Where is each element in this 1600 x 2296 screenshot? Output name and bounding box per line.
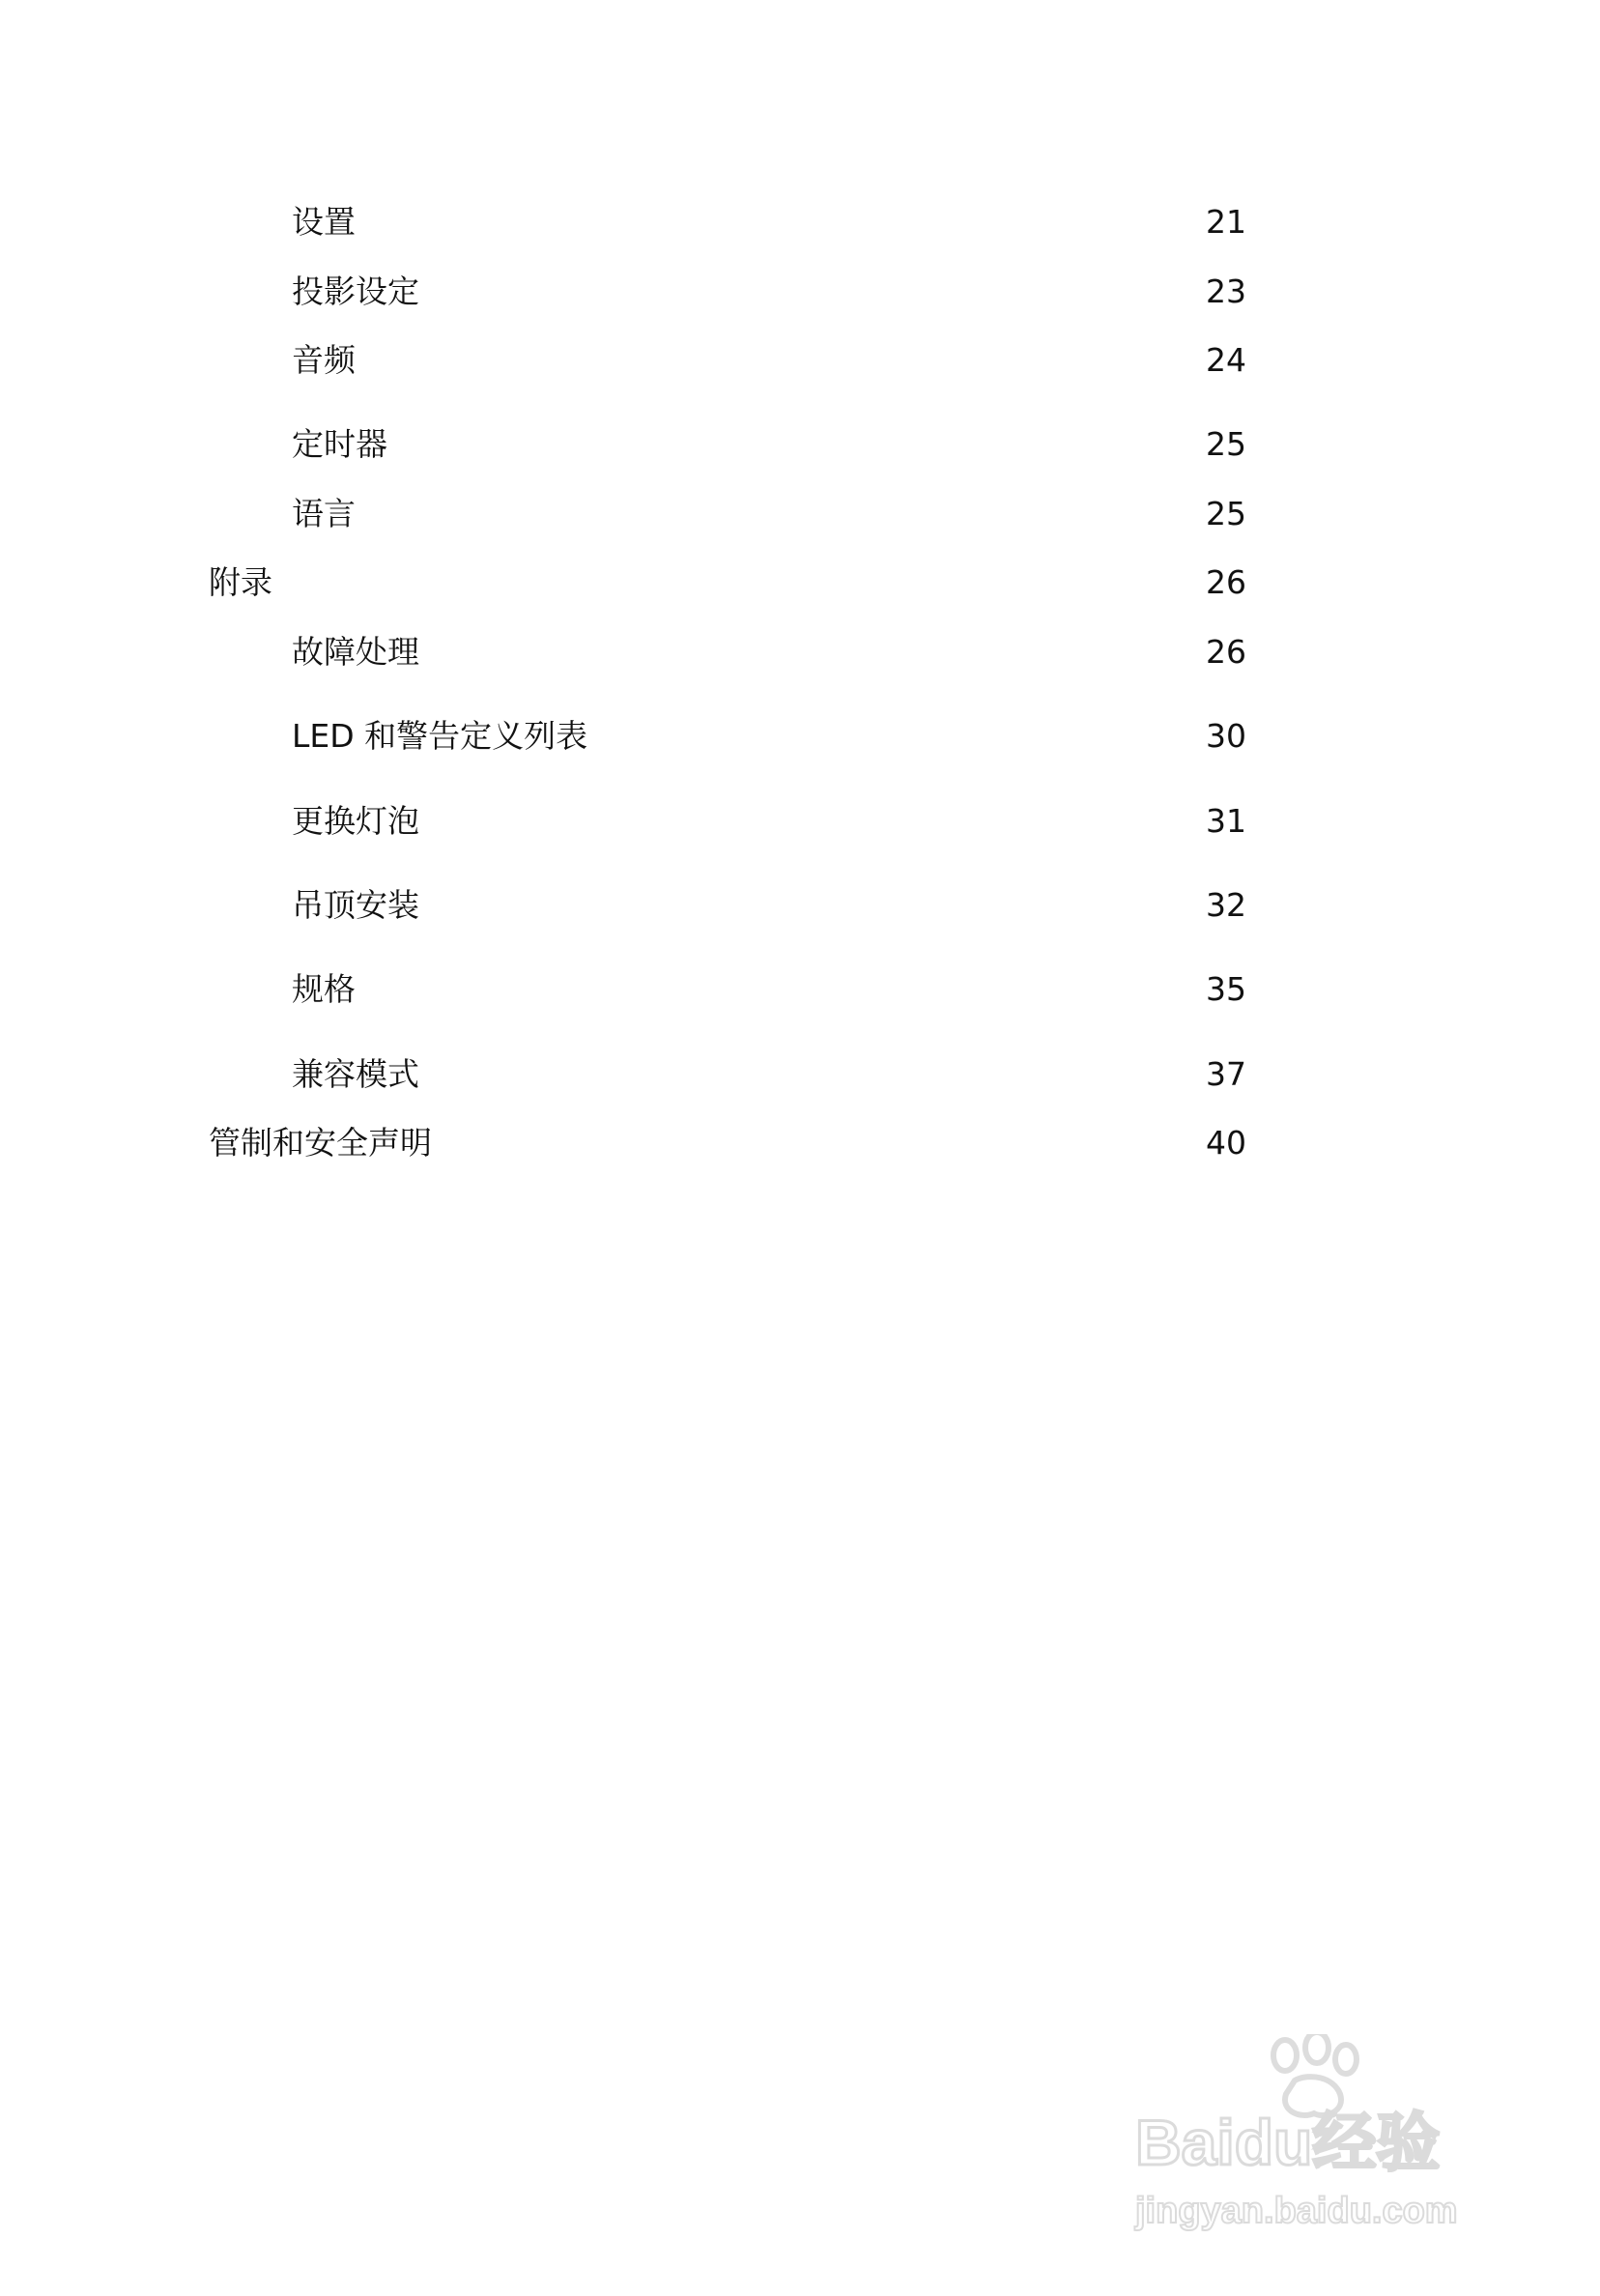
toc-entry-ceiling-mount[interactable] [0, 881, 1600, 930]
toc-entry-page: 32 [1206, 886, 1246, 924]
toc-entry-regulatory-safety[interactable] [0, 1119, 1600, 1167]
toc-entry-page: 26 [1206, 563, 1246, 601]
watermark-brand: Baidu经验 [1135, 2107, 1441, 2178]
toc-entry-specifications[interactable] [0, 965, 1600, 1014]
toc-entry-title: 音频 [292, 341, 356, 379]
toc-entry-page: 35 [1206, 970, 1246, 1008]
toc-entry-title: 规格 [292, 970, 356, 1008]
toc-entry-title: 投影设定 [292, 273, 419, 310]
toc-entry-audio[interactable] [0, 336, 1600, 385]
toc-entry-page: 40 [1206, 1124, 1246, 1162]
toc-entry-title: LED 和警告定义列表 [292, 717, 588, 755]
toc-entry-page: 26 [1206, 633, 1246, 671]
toc-entry-title: 设置 [292, 203, 356, 241]
toc-entry-appendix[interactable] [0, 559, 1600, 607]
toc-entry-troubleshooting[interactable] [0, 628, 1600, 676]
toc-entry-title: 兼容模式 [292, 1055, 419, 1093]
toc-entry-led-warning-list[interactable] [0, 712, 1600, 761]
toc-entry-replace-lamp[interactable] [0, 797, 1600, 846]
baidu-jingyan-watermark [1126, 2034, 1512, 2247]
toc-entry-title: 定时器 [292, 425, 387, 463]
toc-entry-page: 30 [1206, 717, 1246, 755]
toc-entry-compatibility-modes[interactable] [0, 1050, 1600, 1099]
toc-entry-page: 23 [1206, 273, 1246, 310]
toc-entry-language[interactable] [0, 490, 1600, 538]
watermark-url: jingyan.baidu.com [1135, 2191, 1458, 2231]
toc-entry-page: 31 [1206, 802, 1246, 840]
toc-entry-title: 附录 [209, 563, 272, 601]
toc-entry-title: 管制和安全声明 [209, 1124, 432, 1162]
toc-entry-page: 25 [1206, 425, 1246, 463]
toc-entry-page: 25 [1206, 495, 1246, 532]
toc-entry-page: 37 [1206, 1055, 1246, 1093]
toc-entry-title: 更换灯泡 [292, 802, 419, 840]
toc-entry-page: 24 [1206, 341, 1246, 379]
toc-entry-projection-settings[interactable] [0, 268, 1600, 316]
paw-logo-icon [1126, 2034, 1512, 2247]
toc-entry-title: 语言 [292, 495, 356, 532]
toc-entry-title: 故障处理 [292, 633, 419, 671]
toc-entry-settings[interactable] [0, 198, 1600, 246]
toc-entry-page: 21 [1206, 203, 1246, 241]
toc-entry-timer[interactable] [0, 420, 1600, 469]
toc-entry-title: 吊顶安装 [292, 886, 419, 924]
